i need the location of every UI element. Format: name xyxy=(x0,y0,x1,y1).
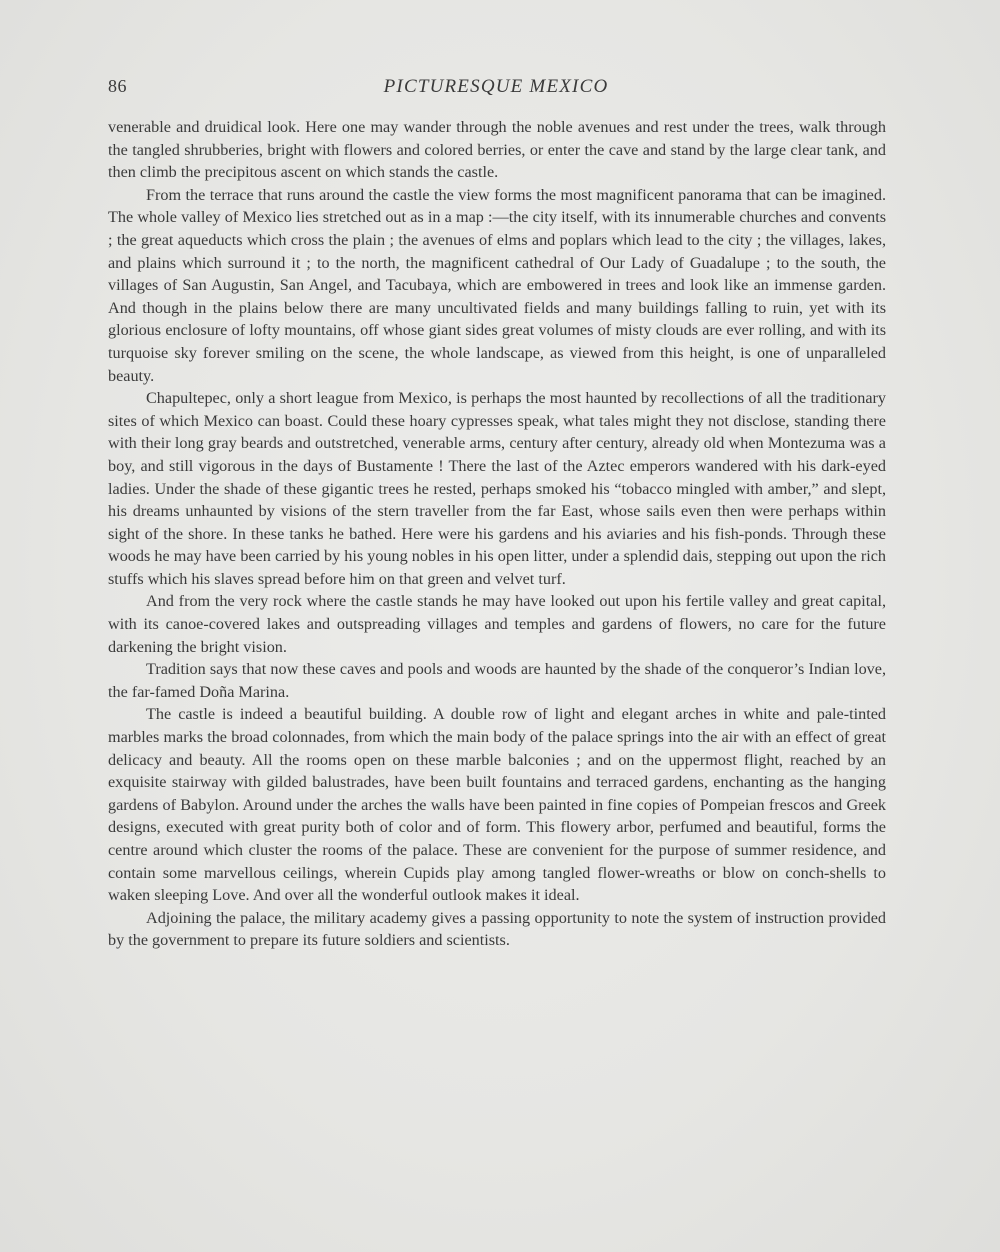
running-title: PICTURESQUE MEXICO xyxy=(383,76,609,97)
paragraph-7: Adjoining the palace, the military academy gives a passing opportunity to note the system of instruction provided by the government to prepare its future soldiers and scientists. xyxy=(108,908,886,950)
running-head xyxy=(108,76,884,102)
paragraph-1: venerable and druidical look. Here one may wander through the noble avenues and rest under the trees, walk through the tangled shrubberies, bright with flowers and colored berries, or enter the cave and stand by the large clear tank, and then climb the precipitous ascent on which stands the castle. xyxy=(108,118,886,182)
page-number: 86 xyxy=(108,76,127,96)
paragraph-2: From the terrace that runs around the castle the view forms the most magnificent panorama that can be imagined. The whole valley of Mexico lies stretched out as in a map :—the city itself, with its innumerable churches and convents ; the great aqueducts which cross the plain ; the avenues of elms and poplars which lead to the city ; the villages, lakes, and plains which surround it ; to the north, the magnificent cathedral of Our Lady of Guadalupe ; to the south, the villages of San Augustin, San Angel, and Tacubaya, which are embowered in trees and look like an immense garden. And though in the plains below there are many uncultivated fields and many buildings falling to ruin, yet with its glorious enclosure of lofty mountains, off whose giant sides great volumes of misty clouds are ever rolling, and with its turquoise sky forever smiling on the scene, the whole landscape, as viewed from this height, is one of unparalleled beauty. xyxy=(108,185,886,385)
paragraph-5: Tradition says that now these caves and pools and woods are haunted by the shade of the conqueror’s Indian love, the far-famed Doña Marina. xyxy=(108,660,886,701)
body-text xyxy=(108,116,886,952)
paragraph-4: And from the very rock where the castle stands he may have looked out upon his fertile valley and great capital, with its canoe-covered lakes and outspreading villages and temples and gardens of flowers, no care for the future darkening the bright vision. xyxy=(108,592,886,656)
paragraph-3: Chapultepec, only a short league from Mexico, is perhaps the most haunted by recollections of all the traditionary sites of which Mexico can boast. Could these hoary cypresses speak, what tales might they not disclose, standing there with their long gray beards and outstretched, venerable arms, century after century, already old when Montezuma was a boy, and still vigorous in the days of Bustamente ! There the last of the Aztec emperors wandered with his dark-eyed ladies. Under the shade of these gigantic trees he rested, perhaps smoked his “tobacco mingled with amber,” and slept, his dreams unhaunted by visions of the stern traveller from the far East, whose sails even then were perhaps within sight of the shore. In these tanks he bathed. Here were his gardens and his aviaries and his fish-ponds. Through these woods he may have been carried by his young nobles in his open litter, under a splendid dais, stepping out upon the rich stuffs which his slaves spread before him on that green and velvet turf. xyxy=(108,389,886,588)
paragraph-6: The castle is indeed a beautiful building. A double row of light and elegant arches in white and pale-tinted marbles marks the broad colonnades, from which the main body of the palace springs into the air with an effect of great delicacy and beauty. All the rooms open on these marble balconies ; and on the uppermost flight, reached by an exquisite stairway with gilded balustrades, have been built fountains and terraced gardens, enchanting as the hanging gardens of Babylon. Around under the arches the walls have been painted in fine copies of Pompeian frescos and Greek designs, executed with great purity both of color and of form. This flowery arbor, perfumed and beautiful, forms the centre around which cluster the rooms of the palace. These are convenient for the purpose of summer residence, and contain some marvellous ceilings, wherein Cupids play among tangled flower-wreaths or blow on conch-shells to waken sleeping Love. And over all the wonderful outlook makes it ideal. xyxy=(108,705,886,905)
